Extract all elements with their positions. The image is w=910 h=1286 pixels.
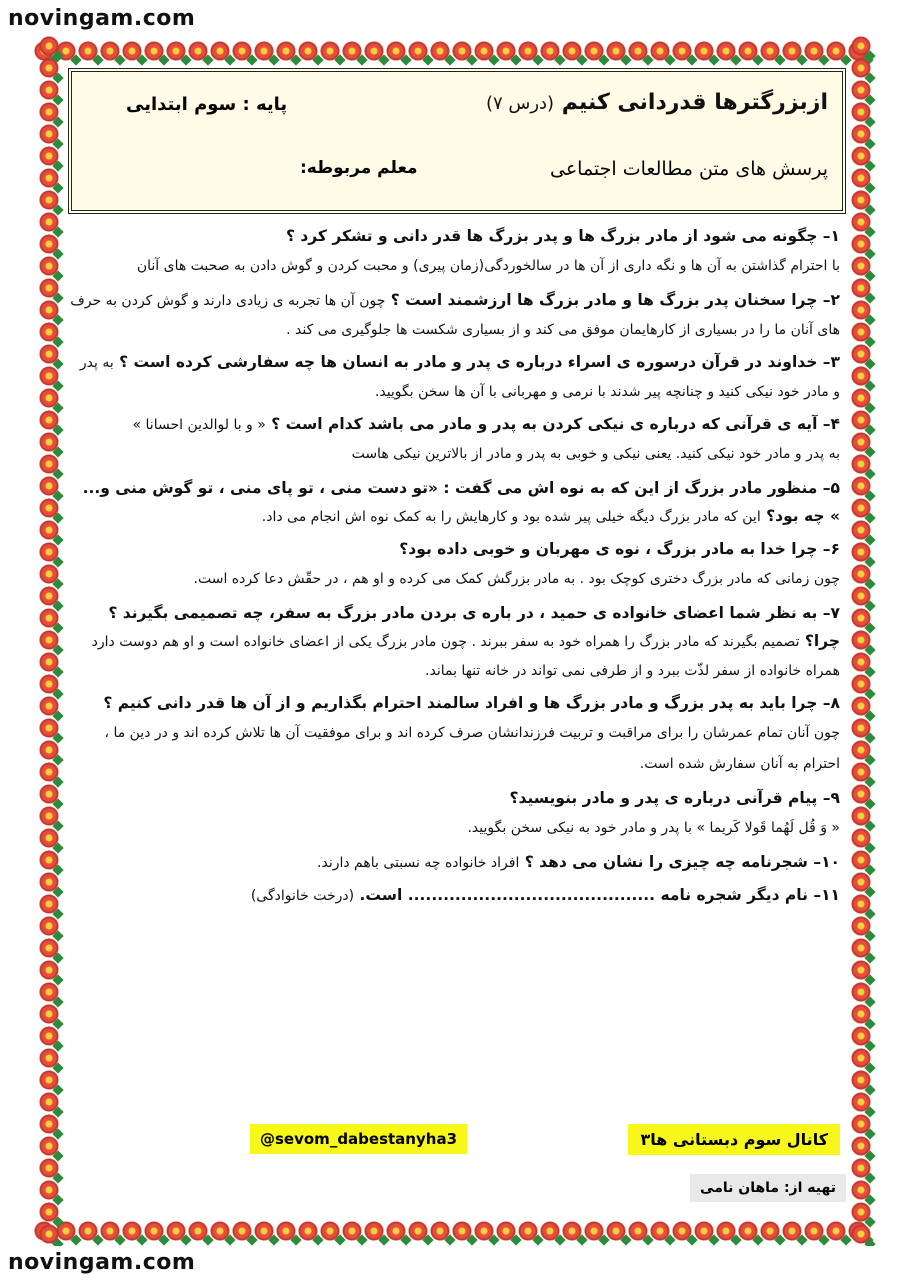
question-item xyxy=(70,222,840,282)
telegram-handle[interactable]: @sevom_dabestanyha3 xyxy=(250,1124,467,1154)
inline-answer: چون آن ها تجربه ی زیادی دارند و گوش کردن به حرف های آنان ما را در بسیاری از کارهایمان موفق می کند و از بسیاری شکست ها جلوگیری می کند . xyxy=(70,293,840,338)
question-label: ۳– خداوند در قرآن درسوره ی اسراء درباره ی پدر و مادر به انسان ها چه سفارشی کرده است ؟ xyxy=(119,353,840,371)
question-text xyxy=(70,689,840,718)
question-text xyxy=(70,286,840,344)
answer-text: « وَ قُل لَهُما قَولا کَریما » با پدر و مادر خود به نیکی سخن بگویید. xyxy=(467,820,840,836)
inline-answer: تصمیم بگیرند که مادر بزرگ را همراه خود به سفر ببرند . چون مادر بزرگ یکی از اعضای خانواده است و او هم دوست دارد همراه خانواده از سفر لذّت ببرد و از طرفی نمی تواند در خانه تنها بماند. xyxy=(91,634,840,679)
question-item xyxy=(70,784,840,844)
answer-text: چون آنان تمام عمرشان را برای مراقبت و تربیت فرزندانشان صرف کرده اند و برای موفقیت آن ها تلاش کرده اند و در دین ما ، احترام به آنان سفارش شده است. xyxy=(104,725,840,772)
question-label: ۶– چرا خدا به مادر بزرگ ، نوه ی مهربان و خوبی داده بود؟ xyxy=(399,540,840,558)
question-text xyxy=(70,881,840,910)
footer-channel-row xyxy=(250,1124,840,1158)
floral-border-top xyxy=(34,36,876,66)
answer-text: به پدر و مادر خود نیکی کنید. یعنی نیکی و خوبی به پدر و مادر از بالاترین نیکی هاست xyxy=(351,446,840,462)
watermark-top: novingam.com xyxy=(8,6,196,31)
question-label: ۱۱– نام دیگر شجره نامه .......................................... است. xyxy=(359,886,840,904)
question-text xyxy=(70,784,840,813)
grade-label: پایه : سوم ابتدایی xyxy=(126,94,288,115)
answer-text: چون زمانی که مادر بزرگ دختری کوچک بود . به مادر بزرگش کمک می کرده و او هم ، در حقّش دعا کرده است. xyxy=(193,571,840,587)
question-label: ۸– چرا باید به پدر بزرگ و مادر بزرگ ها و افراد سالمند احترام بگذاریم و از آن ها قدر دانی کنیم ؟ xyxy=(103,694,840,712)
question-item xyxy=(70,599,840,685)
question-text xyxy=(70,348,840,406)
inline-answer: افراد خانواده چه نسبتی باهم دارند. xyxy=(317,855,520,871)
channel-name: کانال سوم دبستانی ها۳ xyxy=(628,1124,840,1155)
question-item xyxy=(70,474,840,531)
question-text xyxy=(70,599,840,685)
floral-border-right xyxy=(846,36,876,1246)
question-list xyxy=(70,222,840,914)
lesson-number: (درس ۷) xyxy=(485,93,555,114)
question-label: ۷– به نظر شما اعضای خانواده ی حمید ، در باره ی بردن مادر بزرگ به سفر، چه تصمیمی بگیرند ؟ چرا؟ xyxy=(108,604,840,650)
answer-text: با احترام گذاشتن به آن ها و نگه داری از آن ها در سالخوردگی(زمان پیری) و محبت کردن و گوش دادن به صحبت های آنان xyxy=(136,258,840,274)
worksheet-title xyxy=(486,90,828,115)
floral-border-left xyxy=(34,36,64,1246)
question-item xyxy=(70,348,840,406)
question-item xyxy=(70,286,840,344)
question-label: ۴– آیه ی قرآنی که درباره ی نیکی کردن به پدر و مادر می باشد کدام است ؟ xyxy=(271,415,840,433)
title-text: ازبزرگترها قدردانی کنیم xyxy=(561,90,828,115)
inline-answer: « و با لوالدین احسانا » xyxy=(132,417,266,433)
question-text xyxy=(70,410,840,439)
question-item xyxy=(70,848,840,877)
question-text xyxy=(70,474,840,531)
question-label: ۹– پیام قرآنی درباره ی پدر و مادر بنویسید؟ xyxy=(509,789,840,807)
question-label: ۵– منظور مادر بزرگ از این که به نوه اش می گفت : «تو دست منی ، تو پای منی ، تو گوش منی و... » چه بود؟ xyxy=(82,479,840,525)
question-label: ۲– چرا سخنان پدر بزرگ ها و مادر بزرگ ها ارزشمند است ؟ xyxy=(390,291,840,309)
question-item xyxy=(70,689,840,780)
floral-border-bottom xyxy=(34,1216,876,1246)
inline-answer: (درخت خانوادگی) xyxy=(250,888,355,904)
inline-answer: به پدر و مادر خود نیکی کنید و چنانچه پیر شدند با نرمی و مهربانی با آن ها سخن بگویید. xyxy=(79,355,840,400)
inline-answer: این که مادر بزرگ دیگه خیلی پیر شده بود و کارهایش را به کمک نوه اش انجام می داد. xyxy=(261,509,761,525)
worksheet-subtitle: پرسش های متن مطالعات اجتماعی xyxy=(549,158,828,180)
question-item xyxy=(70,535,840,595)
question-text xyxy=(70,222,840,251)
question-label: ۱۰– شجرنامه چه چیزی را نشان می دهد ؟ xyxy=(524,853,840,871)
question-item xyxy=(70,410,840,470)
question-item xyxy=(70,881,840,910)
prepared-by: تهیه از: ماهان نامی xyxy=(690,1174,846,1202)
watermark-bottom: novingam.com xyxy=(8,1250,196,1275)
teacher-label: معلم مربوطه: xyxy=(300,158,418,178)
worksheet-header xyxy=(68,68,846,214)
question-text xyxy=(70,848,840,877)
question-text xyxy=(70,535,840,564)
question-label: ۱– چگونه می شود از مادر بزرگ ها و پدر بزرگ ها قدر دانی و تشکر کرد ؟ xyxy=(285,227,840,245)
